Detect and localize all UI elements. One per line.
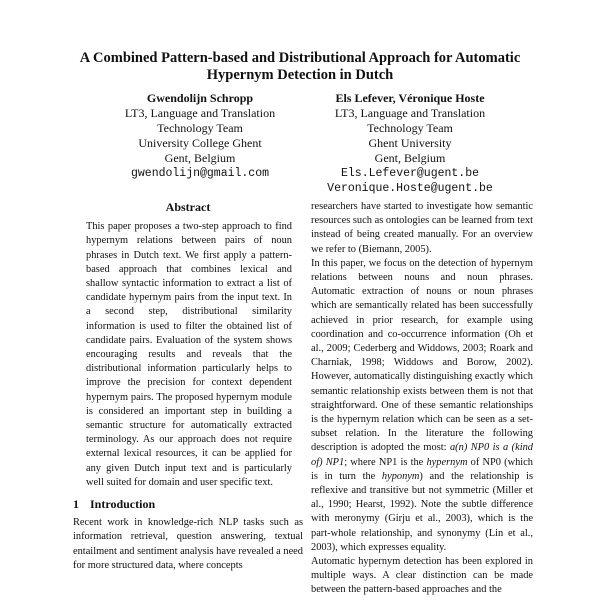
paper-title: A Combined Pattern-based and Distributional Approach for Automatic Hypernym Detection in Dutch: [79, 50, 521, 83]
affiliation-line: Gent, Belgium: [164, 151, 236, 165]
affiliation-line: Ghent University: [368, 136, 452, 150]
left-column: [73, 200, 303, 573]
section-title: Introduction: [90, 497, 156, 512]
affiliation-line: LT3, Language and Translation: [124, 106, 276, 120]
affiliation-line: Technology Team: [157, 121, 243, 135]
text-span: In this paper, we focus on the detection of hypernym relations between nouns and noun phrases. Automatic extraction of nouns or noun phrases which are semantically related has been successfully achieved in prior research, for example using coordination and co-occurrence information (Oh et al., 2009; Cederberg and Widdows, 2003; Roark and Charniak, 1998; Widdows and Borow, 2002). However, automatically distinguishing exactly which semantic relationship exists between them is not that straightforward. One of these semantic relationships is the hypernym relation which can be seen as a set-subset relation. In the literature the following description is adopted the most:: [311, 257, 533, 454]
author-block-1: [80, 91, 320, 181]
hyponym-italic: hyponym: [381, 470, 420, 482]
text-span: of NP0 (which is in turn the: [311, 456, 533, 482]
hypernym-italic: hypernym: [426, 456, 468, 468]
author-email: Veronique.Hoste@ugent.be: [327, 182, 493, 195]
intro-paragraph: Recent work in knowledge-rich NLP tasks such as information retrieval, question answering, textual entailment and sentiment analysis have revealed a need for more structured data, where concepts: [73, 517, 303, 571]
affiliation-line: Gent, Belgium: [374, 151, 446, 165]
author-block-2: [290, 91, 530, 196]
text-span: ; where NP1 is the: [344, 456, 427, 468]
author-email: gwendolijn@gmail.com: [130, 167, 270, 180]
paragraph: Automatic hypernym detection has been explored in multiple ways. A clear distinction can be made between the pattern-based approaches and the: [311, 556, 533, 596]
section-heading: [73, 497, 303, 511]
affiliation-line: University College Ghent: [138, 136, 262, 150]
paragraph: [311, 257, 533, 555]
author-email: Els.Lefever@ugent.be: [340, 167, 480, 180]
section-number: 1: [73, 497, 79, 512]
abstract-text: This paper proposes a two-step approach to find hypernym relations between pairs of noun phrases in Dutch text. We first apply a pattern-based approach that combines lexical and shallow syntactic information to extract a list of candidate hypernym pairs from the input text. In a second step, distributional similarity information is used to filter the obtained list of candidate pairs. Evaluation of the system shows encouraging results and reveals that the distributional information particularly helps to improve the precision for context dependent hypernym pairs. The proposed hypernym module is considered an important step in building a semantic structure for automatically extracted terminology. As our approach does not require external lexical resources, it can be applied for any given Dutch input text and is particularly well suited for domain and user specific text.: [86, 221, 292, 488]
pattern-italic: a(n) NP0 is a (kind of) NP1: [311, 442, 533, 468]
author-name: Gwendolijn Schropp: [146, 91, 254, 105]
text-span: ) and the relationship is reflexive and transitive but not symmetric (Miller et al., 1990; Hearst, 1992). Note the subtle difference with meronymy (Girju et al., 2003), which is the part-whole relationship, and synonymy (Lin et al., 2003), which expresses equality.: [311, 470, 533, 553]
author-name: Els Lefever, Véronique Hoste: [335, 91, 485, 105]
paragraph: researchers have started to investigate how semantic resources such as ontologies can be learned from text instead of being created manually. For an overview we refer to (Biemann, 2005).: [311, 201, 533, 255]
abstract-heading: Abstract: [165, 200, 211, 214]
affiliation-line: LT3, Language and Translation: [334, 106, 486, 120]
right-column: [311, 200, 533, 598]
affiliation-line: Technology Team: [367, 121, 453, 135]
